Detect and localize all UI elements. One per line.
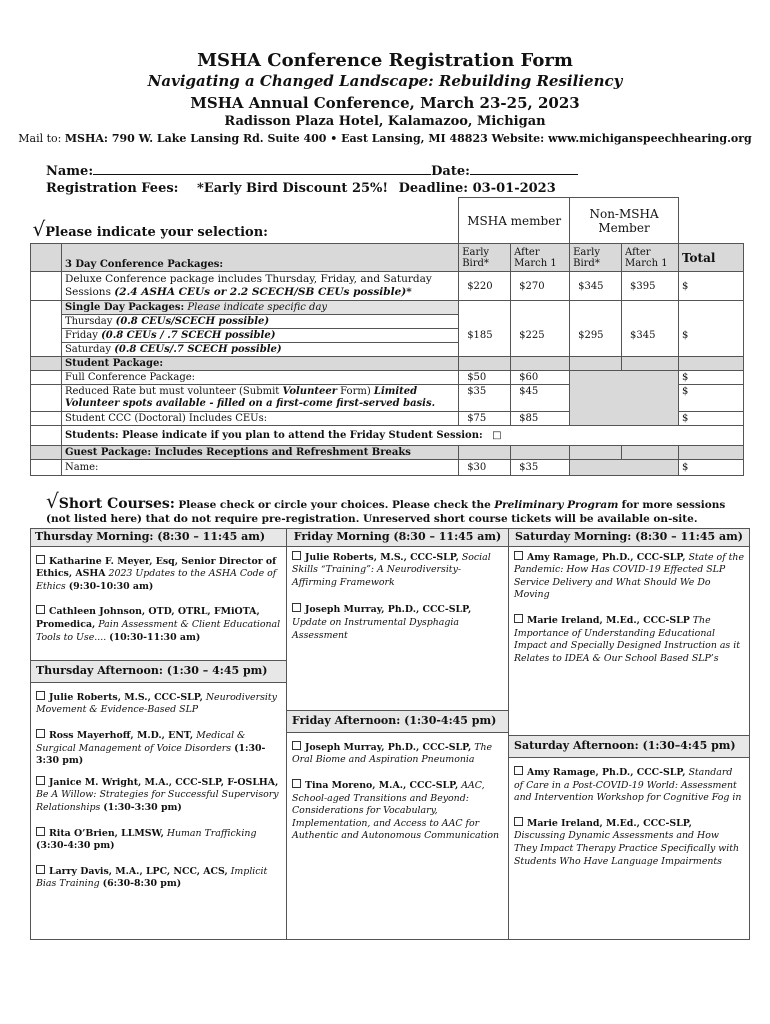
presenter: Janice M. Wright, M.A., CCC-SLP, F-OSLHA, [48, 776, 279, 788]
friday-column [286, 528, 509, 940]
total-cell[interactable]: $ [679, 272, 744, 301]
form-title: MSHA Conference Registration Form [197, 50, 573, 71]
name-field[interactable] [93, 162, 431, 175]
price-cell: $270 [511, 272, 570, 301]
price-cell: $345 [622, 301, 679, 357]
saturday-label: Saturday [64, 344, 112, 355]
course-time: (1:30-3:30 pm) [103, 801, 182, 813]
course-title: Implicit Bias Training [36, 865, 268, 890]
presenter: Marie Ireland, M.Ed., CCC-SLP, [526, 817, 692, 829]
course-time: (9:30-10:30 am) [68, 580, 154, 592]
course-item[interactable] [509, 817, 749, 868]
student-ccc-check[interactable] [31, 412, 62, 426]
early-bird-header: Early Bird* [459, 244, 511, 272]
course-title: Standard of Care in a Post-COVID-19 World: Assessment and Intervention Workshop for Cognitive Fog in [514, 766, 742, 804]
conference-name: MSHA Annual Conference, March 23-25, 2023 [190, 94, 580, 112]
guest-check[interactable] [31, 460, 62, 476]
course-item[interactable] [31, 729, 286, 768]
presenter: Katharine F. Meyer, Esq, Senior Director of Ethics, ASHA [36, 555, 277, 580]
three-day-header: 3 Day Conference Packages: [61, 244, 458, 272]
friday-student-session-label: Students: Please indicate if you plan to attend the Friday Student Session: [64, 430, 483, 441]
date-field[interactable] [470, 162, 578, 175]
total-header: Total [679, 244, 744, 272]
course-item[interactable] [31, 555, 286, 594]
checkbox-icon[interactable] [514, 817, 523, 826]
student-package-label: Student Package: [61, 357, 458, 371]
total-cell[interactable]: $ [679, 412, 744, 426]
thursday-afternoon-header: Thursday Afternoon: (1:30 – 4:45 pm) [31, 660, 286, 683]
course-title: 2023 Updates to the ASHA Code of Ethics [36, 568, 277, 592]
fees-label: Registration Fees: [46, 181, 179, 196]
presenter: Julie Roberts, M.S., CCC-SLP, [304, 551, 459, 563]
course-item[interactable] [509, 551, 749, 602]
thursday-column [30, 528, 287, 940]
presenter: Julie Roberts, M.S., CCC-SLP, [48, 691, 203, 703]
deluxe-sessions-label: Sessions [64, 286, 111, 298]
price-cell: $35 [459, 385, 511, 412]
check-mark-icon: √ [32, 217, 46, 241]
fees-table [30, 197, 744, 476]
price-cell: $75 [459, 412, 511, 426]
deluxe-check[interactable] [31, 272, 62, 301]
full-conf-check[interactable] [31, 371, 62, 385]
reduced-rate-text: Reduced Rate but must volunteer (Submit [64, 386, 280, 397]
course-title: The Importance of Understanding Educational Impact and Specially Designed Instruction as it Relates to IDEA & Our School Based SLP’s [514, 614, 740, 664]
check-mark-icon: √ [46, 489, 59, 513]
presenter: Amy Ramage, Ph.D., CCC-SLP, [526, 551, 686, 563]
checkbox-icon[interactable] [36, 729, 45, 738]
price-cell: $225 [511, 301, 570, 357]
presenter: Marie Ireland, M.Ed., CCC-SLP [526, 614, 690, 626]
thursday-ceus: (0.8 CEUs/SCECH possible) [115, 316, 270, 327]
fees-line [46, 181, 556, 196]
price-cell: $85 [511, 412, 570, 426]
name-date-line [46, 162, 578, 179]
price-cell: $345 [570, 272, 622, 301]
friday-label: Friday [64, 330, 98, 341]
saturday-column [508, 528, 750, 940]
course-item[interactable] [31, 691, 286, 717]
course-item[interactable] [287, 741, 508, 767]
course-item[interactable] [509, 614, 749, 665]
selection-label: Please indicate your selection: [45, 225, 268, 240]
presenter: Amy Ramage, Ph.D., CCC-SLP, [526, 766, 686, 778]
course-item[interactable] [287, 603, 508, 642]
form-text: Form) [340, 386, 371, 397]
single-day-label: Single Day Packages: [64, 302, 185, 313]
instructions-text: Please check or circle your choices. Please check the [178, 499, 491, 511]
course-title: Human Trafficking [166, 827, 257, 839]
thursday-morning-header: Thursday Morning: (8:30 – 11:45 am) [31, 529, 286, 547]
price-cell: $295 [570, 301, 622, 357]
course-title: Be A Willow: Strategies for Successful Supervisory Relationships [36, 789, 279, 813]
saturday-ceus: (0.8 CEUs/.7 SCECH possible) [114, 344, 282, 355]
friday-ceus: (0.8 CEUs / .7 SCECH possible) [101, 330, 276, 341]
guest-name-label: Name: [61, 460, 458, 476]
course-item[interactable] [31, 776, 286, 815]
course-title: State of the Pandemic: How Has COVID-19 Effected SLP Service Delivery and What Should We Do Moving [514, 551, 744, 601]
non-msha-member-header: Non-MSHA Member [570, 198, 679, 244]
student-ccc-label: Student CCC (Doctoral) Includes CEUs: [61, 412, 458, 426]
mail-to-label: Mail to: [18, 132, 62, 145]
after-march-header: After March 1 [511, 244, 570, 272]
price-cell: $185 [459, 301, 511, 357]
presenter: Joseph Murray, Ph.D., CCC-SLP, [304, 604, 472, 616]
course-title: Neurodiversity Movement & Evidence-Based SLP [36, 691, 277, 716]
presenter: Cathleen Johnson, OTD, OTRL, FMiOTA, Promedica, [36, 606, 260, 630]
course-time: (10:30-11:30 am) [109, 631, 201, 643]
early-bird-label: *Early Bird Discount 25%! [197, 181, 389, 196]
venue: Radisson Plaza Hotel, Kalamazoo, Michigan [224, 114, 546, 129]
short-courses-instructions [46, 489, 736, 526]
price-cell: $30 [459, 460, 511, 476]
full-conf-label: Full Conference Package: [61, 371, 458, 385]
friday-morning-header: Friday Morning (8:30 – 11:45 am) [287, 529, 508, 547]
course-title: Pain Assessment & Client Educational Tools to Use.... [36, 618, 281, 643]
deluxe-ceus: (2.4 ASHA CEUs or 2.2 SCECH/SB CEUs possible)* [114, 286, 412, 298]
deluxe-desc: Deluxe Conference package includes Thursday, Friday, and Saturday [64, 273, 432, 285]
checkbox-icon[interactable] [292, 779, 301, 788]
checkbox-icon[interactable] [514, 766, 523, 775]
check-cell [31, 244, 62, 272]
deadline-label: Deadline: 03-01-2023 [398, 181, 556, 196]
course-title: Discussing Dynamic Assessments and How They Impact Therapy Practice Specifically with Students Who Have Language Impairments [514, 830, 740, 867]
preliminary-program-link: Preliminary Program [494, 499, 619, 511]
presenter: Ross Mayerhoff, M.D., ENT, [48, 729, 194, 741]
checkbox-icon[interactable] [36, 605, 45, 614]
friday-student-session-checkbox[interactable]: □ [492, 430, 502, 441]
course-item[interactable] [31, 827, 286, 853]
deluxe-package [61, 272, 458, 301]
early-bird-header: Early Bird* [570, 244, 622, 272]
checkbox-icon[interactable] [36, 865, 45, 874]
price-cell: $45 [511, 385, 570, 412]
course-time: (6:30-8:30 pm) [102, 878, 182, 890]
friday-afternoon-header: Friday Afternoon: (1:30-4:45 pm) [287, 710, 508, 733]
checkbox-icon[interactable] [514, 551, 523, 560]
thursday-label: Thursday [64, 316, 113, 327]
course-title: Social Skills “Training”: A Neurodiversity-Affirming Framework [292, 551, 491, 588]
course-item[interactable] [509, 766, 749, 805]
total-cell[interactable]: $ [679, 460, 744, 476]
course-item[interactable] [287, 779, 508, 843]
presenter: Joseph Murray, Ph.D., CCC-SLP, [304, 741, 472, 753]
course-time: (1:30-3:30 pm) [36, 742, 266, 767]
reduced-rate-check[interactable] [31, 385, 62, 412]
single-day-check[interactable] [31, 301, 62, 357]
single-day-note: Please indicate specific day [187, 302, 328, 313]
course-item[interactable] [287, 551, 508, 590]
checkbox-icon[interactable] [514, 614, 523, 623]
name-label: Name: [46, 164, 94, 179]
price-cell: $220 [459, 272, 511, 301]
presenter: Larry Davis, M.A., LPC, NCC, ACS, [48, 865, 228, 877]
short-courses-label: Short Courses: [58, 496, 175, 512]
after-march-header: After March 1 [622, 244, 679, 272]
checkbox-icon[interactable] [36, 555, 45, 564]
course-title: Medical & Surgical Management of Voice Disorders [36, 729, 246, 754]
course-item[interactable] [31, 865, 286, 891]
checkbox-icon[interactable] [292, 603, 301, 612]
msha-member-header: MSHA member [459, 198, 570, 244]
price-cell: $50 [459, 371, 511, 385]
short-courses-grid [30, 528, 750, 940]
selection-header [31, 198, 459, 244]
course-time: (3:30-4:30 pm) [36, 840, 115, 852]
saturday-afternoon-header: Saturday Afternoon: (1:30–4:45 pm) [509, 735, 749, 758]
price-cell: $395 [622, 272, 679, 301]
friday-student-session [61, 426, 743, 446]
single-day-package [61, 301, 458, 357]
mail-to-line [0, 132, 770, 145]
total-cell[interactable]: $ [679, 385, 744, 412]
volunteer-text: Volunteer [282, 386, 337, 397]
course-item[interactable] [31, 605, 286, 644]
reduced-rate-label [61, 385, 458, 412]
price-cell: $60 [511, 371, 570, 385]
checkbox-icon[interactable] [36, 776, 45, 785]
presenter: Tina Moreno, M.A., CCC-SLP, [304, 779, 459, 791]
price-cell: $35 [511, 460, 570, 476]
total-cell[interactable]: $ [679, 371, 744, 385]
saturday-morning-header: Saturday Morning: (8:30 – 11:45 am) [509, 529, 749, 547]
conference-theme: Navigating a Changed Landscape: Rebuilding Resiliency [147, 72, 623, 90]
course-title: Update on Instrumental Dysphagia Assessment [292, 616, 459, 641]
instructions-text: for more sessions (not listed here) that do not require pre-registration. Unreserved short course tickets will be available on-site. [46, 499, 726, 525]
course-title: AAC, School-aged Transitions and Beyond: Considerations for Vocabulary, Implementation, and Access to AAC for Authentic and Autonomous Communication [292, 779, 500, 842]
mail-to-address: MSHA: 790 W. Lake Lansing Rd. Suite 400 • East Lansing, MI 48823 Website: www.michiganspeechhearing.org [64, 132, 752, 145]
checkbox-icon[interactable] [292, 741, 301, 750]
course-title: The Oral Biome and Aspiration Pneumonia [292, 741, 493, 766]
presenter: Rita O’Brien, LLMSW, [48, 827, 164, 839]
checkbox-icon[interactable] [292, 551, 301, 560]
checkbox-icon[interactable] [36, 827, 45, 836]
checkbox-icon[interactable] [36, 691, 45, 700]
date-label: Date: [431, 164, 470, 179]
guest-package-label: Guest Package: Includes Receptions and Refreshment Breaks [61, 446, 458, 460]
total-cell[interactable]: $ [679, 301, 744, 357]
limited-spots-text: Limited Volunteer spots available - filled on a first-come first-served basis. [64, 386, 436, 409]
